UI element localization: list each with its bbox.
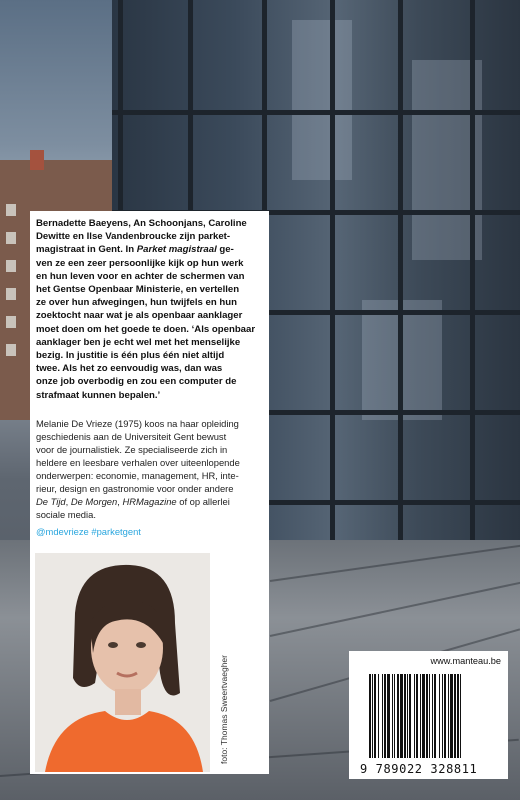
barcode-bar xyxy=(426,674,428,758)
barcode-bar xyxy=(432,674,433,758)
isbn-number: 9 789022 328811 xyxy=(360,762,478,776)
barcode-bar xyxy=(460,674,461,758)
building-window xyxy=(6,316,16,328)
barcode-bar xyxy=(439,674,440,758)
barcode-bar xyxy=(404,674,406,758)
glass-reflection xyxy=(292,20,352,180)
author-photo xyxy=(35,553,210,772)
barcode-bar xyxy=(400,674,403,758)
building-window xyxy=(6,344,16,356)
barcode-bar xyxy=(454,674,456,758)
barcode-bar xyxy=(392,674,393,758)
barcode-bar xyxy=(407,674,408,758)
barcode-bar xyxy=(442,674,443,758)
photo-credit: foto: Thomas Sweertvaegher xyxy=(219,655,229,764)
building-window xyxy=(6,288,16,300)
bio-line: geschiedenis aan de Universiteit Gent bewust xyxy=(36,431,227,442)
barcode-bar xyxy=(450,674,453,758)
blurb-line: het Gentse Openbaar Ministerie, en vertellen xyxy=(36,284,240,296)
book-blurb xyxy=(36,217,264,402)
bio-line: of op allerlei xyxy=(176,496,230,507)
blurb-line: zoektocht naar wat je als openbaar aanklager xyxy=(36,310,243,322)
bio-line: onderwerpen: economie, management, HR, inte- xyxy=(36,470,239,481)
blurb-line: Bernadette Baeyens, An Schoonjans, Caroline xyxy=(36,218,247,229)
barcode-bar xyxy=(457,674,459,758)
blurb-line: strafmaat kunnen bepalen.’ xyxy=(36,389,161,401)
blurb-line: magistraat in Gent. In xyxy=(36,244,137,256)
author-portrait-illustration xyxy=(35,553,210,772)
facade-transom xyxy=(112,110,520,115)
barcode-bar xyxy=(397,674,399,758)
bio-line: rieur, design en gastronomie voor onder andere xyxy=(36,483,234,494)
facade-mullion xyxy=(470,0,475,570)
blurb-line: en hun leven voor en achter de schermen van xyxy=(36,270,245,282)
barcode-bar xyxy=(374,674,376,758)
publication-name: De Morgen xyxy=(70,496,118,507)
barcode-bar xyxy=(434,674,436,758)
blurb-line: Dewitte en Ilse Vandenbroucke zijn parket- xyxy=(36,231,231,243)
bio-line: heldere en leesbare verhalen over uiteenlopende xyxy=(36,457,240,468)
barcode-bar xyxy=(394,674,395,758)
blurb-line: bezig. In justitie is één plus één niet altijd xyxy=(36,350,225,362)
facade-mullion xyxy=(330,0,335,570)
bio-line: Melanie De Vrieze (1975) koos na haar opleiding xyxy=(36,418,239,429)
blurb-line: ven ze een zeer persoonlijke kijk op hun werk xyxy=(36,257,244,269)
barcode-bar xyxy=(416,674,418,758)
blurb-line: onze job overbodig en zou een computer de xyxy=(36,376,237,388)
publication-name: De Tijd xyxy=(36,496,66,507)
paving-line xyxy=(270,544,520,582)
barcode-bar xyxy=(420,674,421,758)
barcode-bar xyxy=(382,674,383,758)
bio-line: sociale media. xyxy=(36,509,96,520)
barcode-bar xyxy=(422,674,425,758)
barcode-bar xyxy=(414,674,415,758)
blurb-line: ze over hun afwegingen, hun twijfels en hun xyxy=(36,297,237,309)
paving-line xyxy=(270,581,520,637)
building-window xyxy=(6,204,16,216)
blurb-line: aanklager ben je echt wel met het menselijke xyxy=(36,336,241,348)
publication-name: HRMagazine xyxy=(122,496,177,507)
barcode-bar xyxy=(384,674,386,758)
building-window xyxy=(6,260,16,272)
barcode-bar xyxy=(409,674,411,758)
building-window xyxy=(6,232,16,244)
blurb-line: ge- xyxy=(216,244,234,256)
barcode-bar xyxy=(444,674,446,758)
bio-separator: , xyxy=(117,496,123,507)
chimney xyxy=(30,150,44,170)
book-title-mention: Parket magistraal xyxy=(136,244,217,256)
barcode-bar xyxy=(378,674,379,758)
barcode-bar xyxy=(429,674,430,758)
publisher-website: www.manteau.be xyxy=(430,656,501,666)
blurb-line: moet doen om het goede te doen. ‘Als openbaar xyxy=(36,323,256,335)
social-handles: @mdevrieze #parketgent xyxy=(36,526,141,537)
bio-line: voor de journalistiek. Ze specialiseerde zich in xyxy=(36,444,228,455)
facade-mullion xyxy=(398,0,403,570)
barcode-bar xyxy=(372,674,373,758)
author-bio xyxy=(36,417,264,521)
barcode-bar xyxy=(369,674,371,758)
blurb-line: twee. Als het zo eenvoudig was, dan was xyxy=(36,363,223,375)
barcode-bar xyxy=(387,674,390,758)
bio-separator: , xyxy=(65,496,71,507)
barcode-bar xyxy=(448,674,449,758)
isbn-barcode xyxy=(367,674,507,764)
